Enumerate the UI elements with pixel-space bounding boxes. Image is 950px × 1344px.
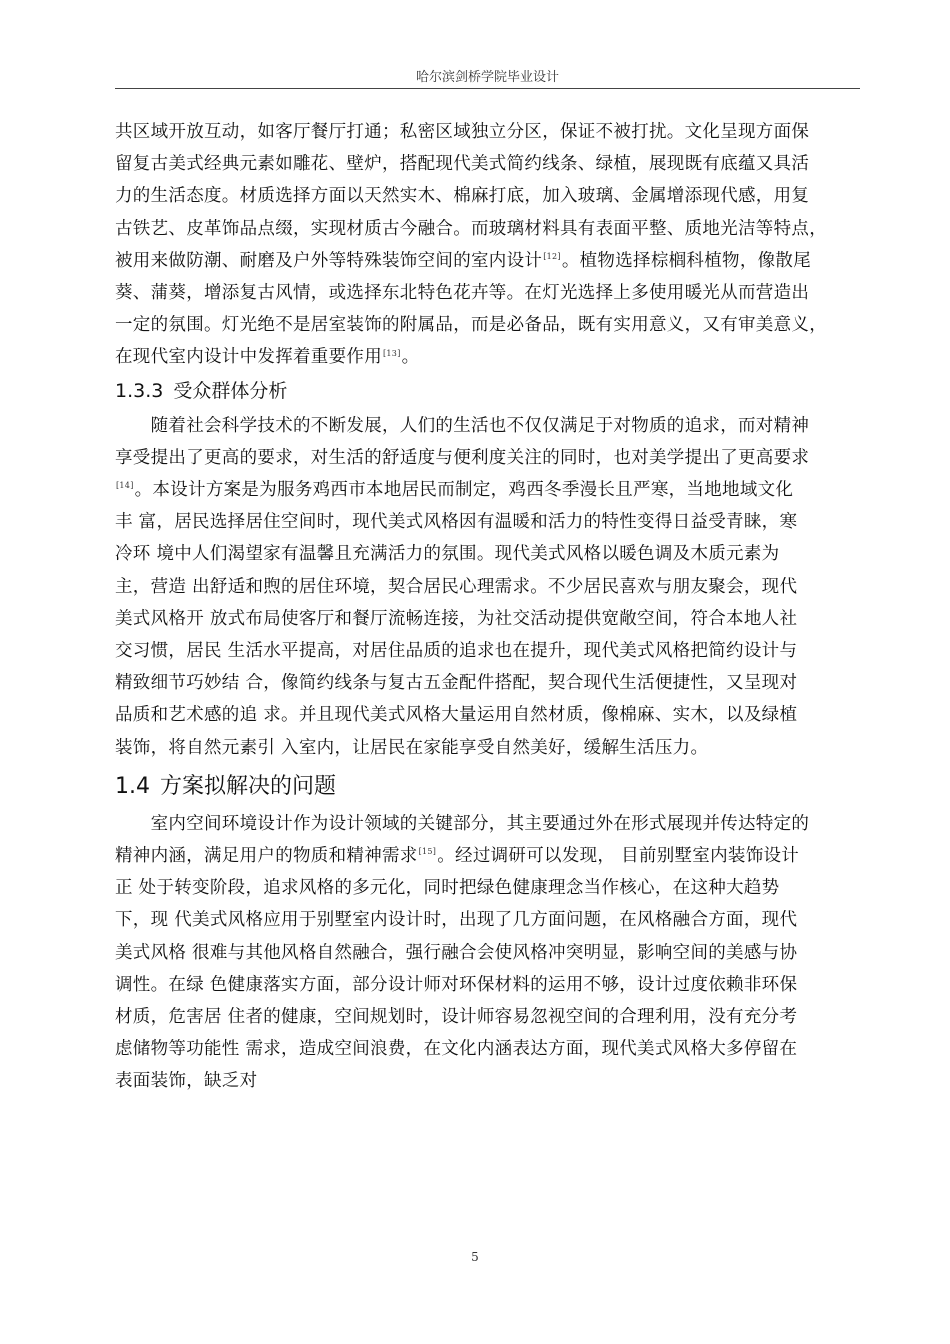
text-line: 一定的氛围。灯光绝不是居室装饰的附属品，而是必备品，既有实用意义，又有审美意义，: [115, 315, 827, 336]
page-number: 5: [471, 1250, 479, 1264]
text-line: 美式风格开 放式布局使客厅和餐厅流畅连接，为社交活动提供宽敞空间，符合本地人社: [115, 608, 798, 629]
text-line: 葵、蒲葵，增添复古风情，或选择东北特色花卉等。在灯光选择上多使用暖光从而营造出: [115, 283, 810, 304]
text-line: 随着社会科学技术的不断发展，人们的生活也不仅仅满足于对物质的追求，而对精神: [150, 415, 810, 436]
text-line: 正 处于转变阶段，追求风格的多元化，同时把绿色健康理念当作核心，在这种大趋势: [115, 878, 780, 899]
text-line: 力的生活态度。材质选择方面以天然实木、棉麻打底，加入玻璃、金属增添现代感，用复: [115, 186, 810, 207]
document-body: [115, 116, 860, 1098]
header-divider: [115, 88, 860, 89]
section-title: 受众群体分析: [173, 379, 288, 402]
section-title: 方案拟解决的问题: [160, 773, 337, 799]
citation-13: [13]: [383, 348, 401, 358]
section-heading-1-4: [115, 770, 860, 804]
citation-14: [14]: [116, 481, 134, 491]
citation-15: [15]: [418, 847, 437, 857]
text-line: 精神内涵，满足用户的物质和精神需求[15]。经过调研可以发现， 目前别墅室内装饰设计: [115, 846, 800, 867]
text-line: 表面装饰，缺乏对: [115, 1071, 258, 1092]
text-line: 精致细节巧妙结 合，像简约线条与复古五金配件搭配，契合现代生活便捷性，又呈现对: [115, 673, 798, 694]
section-number: 1.4: [115, 773, 150, 799]
paragraph-materials: [115, 116, 860, 374]
text-line: 室内空间环境设计作为设计领域的关键部分，其主要通过外在形式展现并传达特定的: [150, 813, 810, 834]
text-line: 古铁艺、皮革饰品点缀，实现材质古今融合。而玻璃材料具有表面平整、质地光洁等特点，: [115, 218, 827, 239]
text-line: 冷环 境中人们渴望家有温馨且充满活力的氛围。现代美式风格以暖色调及木质元素为: [115, 544, 780, 565]
text-line: 留复古美式经典元素如雕花、壁炉，搭配现代美式简约线条、绿植，展现既有底蕴又具活: [115, 154, 810, 175]
text-line: 交习惯，居民 生活水平提高，对居住品质的追求也在提升，现代美式风格把简约设计与: [115, 641, 798, 662]
text-line: [14]。本设计方案是为服务鸡西市本地居民而制定，鸡西冬季漫长且严寒，当地地域文化: [116, 480, 794, 501]
text-line: 在现代室内设计中发挥着重要作用[13]。: [115, 347, 420, 368]
paragraph-problems: [115, 808, 860, 1098]
section-heading-1-3-3: [115, 376, 860, 406]
text-line: 享受提出了更高的要求，对生活的舒适度与便利度关注的同时，也对美学提出了更高要求: [115, 447, 810, 468]
text-line: 装饰，将自然元素引 入室内，让居民在家能享受自然美好，缓解生活压力。: [115, 737, 709, 758]
text-line: 调性。在绿 色健康落实方面，部分设计师对环保材料的运用不够，设计过度依赖非环保: [115, 974, 798, 995]
text-line: 被用来做防潮、耐磨及户外等特殊装饰空间的室内设计[12]。植物选择棕榈科植物，像散尾: [115, 250, 812, 271]
text-line: 下，现 代美式风格应用于别墅室内设计时，出现了几方面问题，在风格融合方面，现代: [115, 910, 798, 931]
text-line: 共区域开放互动，如客厅餐厅打通；私密区域独立分区，保证不被打扰。文化呈现方面保: [115, 122, 810, 142]
paragraph-audience: [115, 410, 860, 764]
text-line: 品质和艺术感的追 求。并且现代美式风格大量运用自然材质，像棉麻、实木，以及绿植: [115, 705, 798, 726]
text-line: 主，营造 出舒适和煦的居住环境，契合居民心理需求。不少居民喜欢与朋友聚会，现代: [115, 576, 798, 597]
text-line: 美式风格 很难与其他风格自然融合，强行融合会使风格冲突明显，影响空间的美感与协: [115, 942, 798, 963]
running-header: 哈尔滨剑桥学院毕业设计: [415, 70, 559, 85]
text-line: 丰 富，居民选择居住空间时，现代美式风格因有温暖和活力的特性变得日益受青睐，寒: [115, 512, 798, 533]
text-line: 材质，危害居 住者的健康，空间规划时，设计师容易忽视空间的合理利用，没有充分考: [115, 1007, 798, 1028]
section-number: 1.3.3: [115, 379, 164, 402]
text-line: 虑储物等功能性 需求，造成空间浪费，在文化内涵表达方面，现代美式风格大多停留在: [115, 1039, 798, 1060]
citation-12: [12]: [543, 251, 561, 261]
